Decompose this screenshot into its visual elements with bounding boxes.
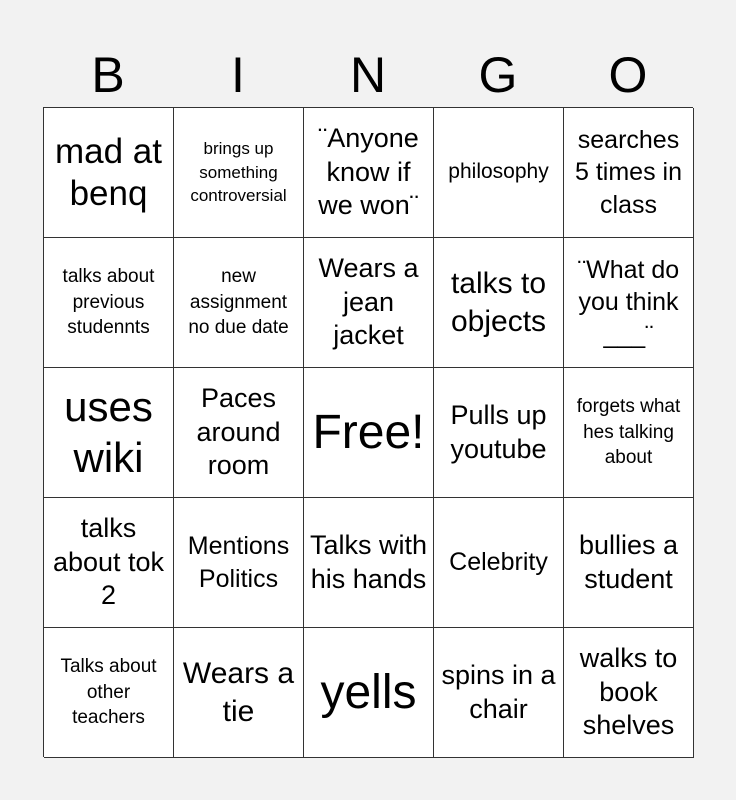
bingo-cell-r1c1[interactable] (44, 108, 174, 238)
cell-text: Free! (312, 405, 425, 459)
cell-text: Paces around room (196, 382, 281, 481)
bingo-cell-r3c5[interactable] (564, 368, 694, 498)
cell-text: uses wiki (64, 383, 153, 481)
cell-text: talks about previous studennts (62, 266, 155, 339)
cell-text: Talks about other teachers (60, 656, 157, 729)
bingo-cell-r2c2[interactable] (174, 238, 304, 368)
cell-text: Celebrity (449, 548, 548, 577)
bingo-cell-r1c4[interactable] (434, 108, 564, 238)
bingo-cell-r2c4[interactable] (434, 238, 564, 368)
bingo-cell-r4c2[interactable] (174, 498, 304, 628)
bingo-cell-r4c4[interactable] (434, 498, 564, 628)
bingo-cell-r2c5[interactable] (564, 238, 694, 368)
header-letter-i: I (231, 47, 245, 103)
cell-text: forgets what hes talking about (576, 396, 681, 469)
bingo-cell-r3c3[interactable] (304, 368, 434, 498)
cell-text: mad at benq (55, 131, 162, 213)
bingo-cell-r1c2[interactable] (174, 108, 304, 238)
bingo-cell-r4c1[interactable] (44, 498, 174, 628)
header-letter-g: G (478, 47, 518, 103)
cell-text: talks to objects (450, 267, 547, 338)
cell-text: Wears a tie (182, 657, 295, 728)
bingo-header (43, 42, 693, 108)
header-letter-n: N (349, 47, 387, 103)
bingo-cell-r2c1[interactable] (44, 238, 174, 368)
cell-text: Talks with his hands (309, 529, 428, 594)
bingo-cell-r5c3[interactable] (304, 628, 434, 758)
cell-text: Wears a jean jacket (318, 252, 419, 351)
header-letter-b: B (91, 47, 125, 103)
bingo-cell-r5c5[interactable] (564, 628, 694, 758)
cell-text: ¨What do you think ___¨ (577, 255, 680, 349)
bingo-cell-r3c1[interactable] (44, 368, 174, 498)
cell-text: spins in a chair (441, 659, 556, 724)
bingo-cell-r3c2[interactable] (174, 368, 304, 498)
cell-text: yells (320, 665, 417, 719)
bingo-cell-r4c3[interactable] (304, 498, 434, 628)
bingo-cell-r3c4[interactable] (434, 368, 564, 498)
cell-text: bullies a student (578, 529, 679, 594)
bingo-cell-r5c2[interactable] (174, 628, 304, 758)
bingo-cell-r4c5[interactable] (564, 498, 694, 628)
cell-text: philosophy (448, 160, 549, 184)
cell-text: Mentions Politics (187, 532, 290, 593)
cell-text: ¨Anyone know if we won¨ (318, 122, 419, 221)
cell-text: new assignment no due date (188, 266, 289, 339)
cell-text: brings up something controversial (190, 138, 287, 206)
cell-text: Pulls up youtube (450, 399, 547, 464)
bingo-cell-r1c3[interactable] (304, 108, 434, 238)
cell-text: talks about tok 2 (52, 512, 165, 611)
bingo-cell-r5c4[interactable] (434, 628, 564, 758)
bingo-cell-r1c5[interactable] (564, 108, 694, 238)
header-letter-o: O (608, 47, 648, 103)
bingo-cell-r5c1[interactable] (44, 628, 174, 758)
bingo-cell-r2c3[interactable] (304, 238, 434, 368)
cell-text: searches 5 times in class (575, 125, 682, 219)
cell-text: walks to book shelves (579, 642, 678, 741)
bingo-board (43, 107, 693, 757)
